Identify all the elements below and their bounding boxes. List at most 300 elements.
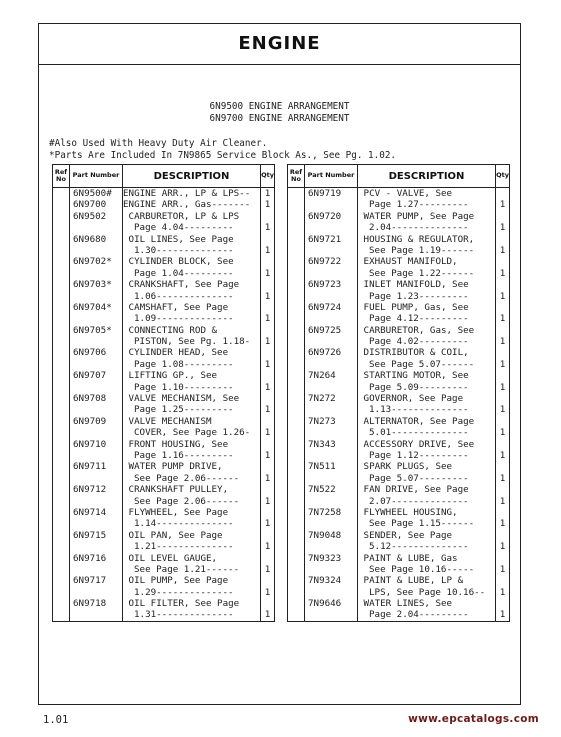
part-number-cell bbox=[70, 325, 123, 348]
ref-no-cell bbox=[288, 530, 305, 553]
qty-cell bbox=[496, 325, 510, 348]
qty-cell bbox=[496, 234, 510, 257]
part-number-cell bbox=[305, 370, 358, 393]
table-row bbox=[53, 530, 275, 553]
ref-no-cell bbox=[288, 575, 305, 598]
description-line: CAMSHAFT, See Page bbox=[123, 301, 229, 313]
quantity: 1 bbox=[499, 222, 506, 234]
qty-cell bbox=[496, 279, 510, 302]
part-number: 7N522 bbox=[308, 484, 336, 496]
part-number-cell bbox=[70, 461, 123, 484]
table-row bbox=[53, 507, 275, 530]
description-line: ALTERNATOR, See Page bbox=[358, 415, 475, 427]
part-number-cell bbox=[305, 325, 358, 348]
description-line: Page 1.10--------- bbox=[134, 381, 234, 393]
description-cell bbox=[123, 234, 261, 257]
title-divider bbox=[39, 64, 520, 65]
part-number-cell bbox=[70, 530, 123, 553]
part-number: 7N511 bbox=[308, 461, 336, 473]
description-line: ENGINE ARR., Gas------- bbox=[123, 199, 251, 211]
description-cell bbox=[123, 575, 261, 598]
table-row bbox=[53, 553, 275, 576]
ref-no-cell bbox=[53, 507, 70, 530]
part-number: 6N9714 bbox=[73, 506, 107, 518]
part-number: 6N9716 bbox=[73, 552, 107, 564]
ref-no-cell bbox=[288, 347, 305, 370]
part-number-cell bbox=[70, 439, 123, 462]
part-number: 7N343 bbox=[308, 438, 336, 450]
quantity: 1 bbox=[499, 609, 506, 621]
ref-no-cell bbox=[288, 439, 305, 462]
description-line: CYLINDER HEAD, See bbox=[123, 347, 229, 359]
part-number: 7N9323 bbox=[308, 552, 342, 564]
qty-cell bbox=[261, 199, 275, 210]
description-line: 2.07-------------- bbox=[369, 495, 469, 507]
description-line: EXHAUST MANIFOLD, bbox=[358, 256, 458, 268]
ref-no-cell bbox=[288, 553, 305, 576]
ref-no-cell bbox=[288, 598, 305, 621]
part-number: 6N9717 bbox=[73, 575, 107, 587]
part-number-cell bbox=[305, 279, 358, 302]
ref-no-cell bbox=[53, 553, 70, 576]
description-cell bbox=[358, 507, 496, 530]
description-cell bbox=[358, 211, 496, 234]
part-number: 6N9720 bbox=[308, 210, 342, 222]
part-number-cell bbox=[70, 188, 123, 200]
page-number: 1.01 bbox=[43, 714, 69, 726]
qty-cell bbox=[261, 211, 275, 234]
table-row bbox=[53, 302, 275, 325]
description-line: Page 1.25--------- bbox=[134, 404, 234, 416]
part-number-cell bbox=[70, 598, 123, 621]
engine-parts-frame bbox=[38, 23, 521, 705]
description-line: VALVE MECHANISM bbox=[123, 415, 212, 427]
ref-no-cell bbox=[288, 256, 305, 279]
qty-cell bbox=[496, 416, 510, 439]
quantity: 1 bbox=[499, 472, 506, 484]
qty-cell bbox=[496, 553, 510, 576]
description-cell bbox=[123, 484, 261, 507]
part-number: 7N7258 bbox=[308, 506, 342, 518]
table-row bbox=[288, 553, 510, 576]
quantity: 1 bbox=[499, 290, 506, 302]
table-row bbox=[53, 188, 275, 200]
qty-cell bbox=[496, 256, 510, 279]
description-line: 5.01-------------- bbox=[369, 427, 469, 439]
description-cell bbox=[123, 302, 261, 325]
description-line: WATER LINES, See bbox=[358, 598, 453, 610]
description-cell bbox=[358, 302, 496, 325]
ref-no-cell bbox=[53, 370, 70, 393]
part-number: 6N9703* bbox=[73, 279, 112, 291]
table-row bbox=[53, 598, 275, 621]
description-line: VALVE MECHANISM, See bbox=[123, 393, 240, 405]
quantity: 1 bbox=[264, 518, 271, 530]
table-header-row bbox=[53, 165, 275, 188]
part-number: 6N9712 bbox=[73, 484, 107, 496]
description-line: See Page 2.06------ bbox=[134, 495, 240, 507]
qty-cell bbox=[496, 598, 510, 621]
ref-no-cell bbox=[288, 484, 305, 507]
part-number: 6N9710 bbox=[73, 438, 107, 450]
parts-table-left bbox=[52, 164, 275, 622]
part-number: 6N9705* bbox=[73, 324, 112, 336]
description-line: Page 1.12--------- bbox=[369, 449, 469, 461]
description-cell bbox=[358, 347, 496, 370]
part-number-cell bbox=[305, 553, 358, 576]
description-line: CYLINDER BLOCK, See bbox=[123, 256, 234, 268]
footnote-service-block: *Parts Are Included In 7N9865 Service Block As., See Pg. 1.02. bbox=[49, 150, 397, 161]
quantity: 1 bbox=[264, 267, 271, 279]
ref-no-cell bbox=[53, 598, 70, 621]
description-line: See Page 10.16----- bbox=[369, 563, 475, 575]
table-row bbox=[288, 279, 510, 302]
part-number: 6N9724 bbox=[308, 301, 342, 313]
part-number: 7N272 bbox=[308, 393, 336, 405]
quantity: 1 bbox=[264, 188, 271, 199]
table-row bbox=[53, 461, 275, 484]
description-line: FAN DRIVE, See Page bbox=[358, 484, 469, 496]
description-cell bbox=[123, 530, 261, 553]
ref-no-cell bbox=[53, 461, 70, 484]
qty-cell bbox=[496, 211, 510, 234]
ref-no-cell bbox=[53, 199, 70, 210]
qty-cell bbox=[261, 279, 275, 302]
description-cell bbox=[358, 484, 496, 507]
part-number-cell bbox=[70, 484, 123, 507]
table-row bbox=[288, 188, 510, 211]
table-row bbox=[288, 256, 510, 279]
part-number-cell bbox=[305, 416, 358, 439]
table-row bbox=[53, 347, 275, 370]
description-cell bbox=[123, 256, 261, 279]
arrangement-line-1: 6N9500 ENGINE ARRANGEMENT bbox=[209, 101, 350, 112]
part-number-cell bbox=[70, 553, 123, 576]
qty-cell bbox=[261, 507, 275, 530]
description-cell bbox=[358, 553, 496, 576]
part-number-cell bbox=[305, 507, 358, 530]
qty-cell bbox=[261, 439, 275, 462]
table-header-row bbox=[288, 165, 510, 188]
description-line: See Page 1.15------ bbox=[369, 518, 475, 530]
quantity: 1 bbox=[499, 199, 506, 211]
quantity: 1 bbox=[499, 313, 506, 325]
description-line: 2.04-------------- bbox=[369, 222, 469, 234]
quantity: 1 bbox=[264, 199, 271, 211]
qty-cell bbox=[261, 234, 275, 257]
quantity: 1 bbox=[264, 427, 271, 439]
ref-no-cell bbox=[288, 279, 305, 302]
part-number: 7N9048 bbox=[308, 529, 342, 541]
description-line: FLYWHEEL, See Page bbox=[123, 506, 229, 518]
qty-cell bbox=[261, 416, 275, 439]
table-row bbox=[288, 439, 510, 462]
description-line: Page 1.27--------- bbox=[369, 199, 469, 211]
table-row bbox=[288, 234, 510, 257]
ref-no-cell bbox=[53, 302, 70, 325]
part-number: 6N9500# bbox=[73, 188, 112, 199]
table-row bbox=[53, 575, 275, 598]
description-cell bbox=[123, 553, 261, 576]
ref-no-cell bbox=[53, 530, 70, 553]
part-number: 6N9700 bbox=[73, 199, 107, 211]
part-number-header: Part Number bbox=[305, 165, 358, 188]
part-number: 6N9711 bbox=[73, 461, 107, 473]
description-line: Page 4.12--------- bbox=[369, 313, 469, 325]
part-number-cell bbox=[70, 279, 123, 302]
ref-no-cell bbox=[288, 234, 305, 257]
ref-no-cell bbox=[288, 302, 305, 325]
description-line: Page 1.04--------- bbox=[134, 267, 234, 279]
description-cell bbox=[358, 461, 496, 484]
description-cell bbox=[123, 370, 261, 393]
description-header: DESCRIPTION bbox=[123, 165, 261, 188]
part-number: 6N9715 bbox=[73, 529, 107, 541]
ref-no-cell bbox=[53, 211, 70, 234]
table-row bbox=[53, 439, 275, 462]
ref-no-cell bbox=[53, 393, 70, 416]
quantity: 1 bbox=[499, 244, 506, 256]
qty-cell bbox=[261, 347, 275, 370]
ref-no-cell bbox=[53, 325, 70, 348]
table-row bbox=[53, 234, 275, 257]
part-number: 7N273 bbox=[308, 415, 336, 427]
description-line: PAINT & LUBE, LP & bbox=[358, 575, 464, 587]
description-line: See Page 1.21------ bbox=[134, 563, 240, 575]
table-row bbox=[288, 211, 510, 234]
qty-cell bbox=[496, 302, 510, 325]
part-number: 7N9324 bbox=[308, 575, 342, 587]
ref-no-cell bbox=[53, 575, 70, 598]
table-row bbox=[288, 598, 510, 621]
quantity: 1 bbox=[264, 563, 271, 575]
ref-no-cell bbox=[53, 279, 70, 302]
qty-cell bbox=[261, 256, 275, 279]
description-line: Page 2.04--------- bbox=[369, 609, 469, 621]
part-number-cell bbox=[305, 598, 358, 621]
qty-cell bbox=[261, 484, 275, 507]
quantity: 1 bbox=[264, 244, 271, 256]
watermark-url: www.epcatalogs.com bbox=[408, 713, 539, 725]
description-header: DESCRIPTION bbox=[358, 165, 496, 188]
quantity: 1 bbox=[264, 381, 271, 393]
footnote-heavy-duty: #Also Used With Heavy Duty Air Cleaner. bbox=[49, 138, 268, 149]
description-cell bbox=[358, 598, 496, 621]
quantity: 1 bbox=[499, 563, 506, 575]
part-number: 7N9646 bbox=[308, 598, 342, 610]
qty-cell bbox=[261, 325, 275, 348]
description-line: LPS, See Page 10.16-- bbox=[369, 586, 486, 598]
description-line: See Page 1.22------ bbox=[369, 267, 475, 279]
quantity: 1 bbox=[264, 404, 271, 416]
description-line: 1.31-------------- bbox=[134, 609, 234, 621]
description-line: 1.21-------------- bbox=[134, 541, 234, 553]
parts-list-right bbox=[288, 188, 510, 622]
quantity: 1 bbox=[264, 609, 271, 621]
description-line: INLET MANIFOLD, See bbox=[358, 279, 469, 291]
ref-no-cell bbox=[53, 234, 70, 257]
quantity: 1 bbox=[264, 495, 271, 507]
description-line: Page 5.09--------- bbox=[369, 381, 469, 393]
ref-no-cell bbox=[53, 439, 70, 462]
description-line: Page 1.08--------- bbox=[134, 358, 234, 370]
part-number-cell bbox=[305, 211, 358, 234]
part-number-cell bbox=[70, 347, 123, 370]
ref-no-cell bbox=[288, 370, 305, 393]
part-number-cell bbox=[70, 575, 123, 598]
description-line: See Page 5.07------ bbox=[369, 358, 475, 370]
part-number: 6N9723 bbox=[308, 279, 342, 291]
quantity: 1 bbox=[499, 381, 506, 393]
description-line: 1.29-------------- bbox=[134, 586, 234, 598]
page-title: ENGINE bbox=[238, 33, 321, 54]
description-line: CARBURETOR, LP & LPS bbox=[123, 210, 240, 222]
description-line: Page 4.04--------- bbox=[134, 222, 234, 234]
description-cell bbox=[123, 188, 261, 200]
description-line: 1.06-------------- bbox=[134, 290, 234, 302]
table-row bbox=[288, 302, 510, 325]
part-number-cell bbox=[305, 234, 358, 257]
part-number-cell bbox=[70, 393, 123, 416]
ref-no-cell bbox=[288, 393, 305, 416]
description-line: See Page 2.06------ bbox=[134, 472, 240, 484]
part-number: 6N9709 bbox=[73, 415, 107, 427]
ref-no-cell bbox=[288, 211, 305, 234]
quantity: 1 bbox=[264, 222, 271, 234]
description-line: SENDER, See Page bbox=[358, 529, 453, 541]
part-number-cell bbox=[70, 256, 123, 279]
description-cell bbox=[358, 575, 496, 598]
ref-no-cell bbox=[53, 484, 70, 507]
description-cell bbox=[123, 439, 261, 462]
part-number-cell bbox=[305, 439, 358, 462]
table-row bbox=[53, 393, 275, 416]
description-line: OIL LEVEL GAUGE, bbox=[123, 552, 218, 564]
description-cell bbox=[123, 211, 261, 234]
part-number: 6N9707 bbox=[73, 370, 107, 382]
description-line: FUEL PUMP, Gas, See bbox=[358, 301, 469, 313]
ref-no-cell bbox=[288, 188, 305, 211]
ref-no-header: Ref No bbox=[288, 165, 305, 188]
description-cell bbox=[123, 507, 261, 530]
description-line: 1.09-------------- bbox=[134, 313, 234, 325]
table-row bbox=[288, 370, 510, 393]
description-cell bbox=[358, 279, 496, 302]
ref-no-cell bbox=[288, 325, 305, 348]
part-number: 6N9718 bbox=[73, 598, 107, 610]
description-line: WATER PUMP DRIVE, bbox=[123, 461, 223, 473]
qty-cell bbox=[496, 393, 510, 416]
description-line: OIL PUMP, See Page bbox=[123, 575, 229, 587]
part-number: 6N9719 bbox=[308, 188, 342, 199]
ref-no-cell bbox=[53, 188, 70, 200]
ref-no-header: Ref No bbox=[53, 165, 70, 188]
table-row bbox=[53, 325, 275, 348]
quantity: 1 bbox=[499, 495, 506, 507]
description-line: CARBURETOR, Gas, See bbox=[358, 324, 475, 336]
description-line: FLYWHEEL HOUSING, bbox=[358, 506, 458, 518]
description-line: STARTING MOTOR, See bbox=[358, 370, 469, 382]
description-cell bbox=[123, 347, 261, 370]
description-line: CONNECTING ROD & bbox=[123, 324, 218, 336]
part-number: 6N9708 bbox=[73, 393, 107, 405]
quantity: 1 bbox=[264, 313, 271, 325]
quantity: 1 bbox=[499, 449, 506, 461]
description-cell bbox=[358, 439, 496, 462]
part-number-cell bbox=[70, 370, 123, 393]
ref-no-cell bbox=[288, 507, 305, 530]
table-row bbox=[288, 461, 510, 484]
part-number: 6N9722 bbox=[308, 256, 342, 268]
description-line: 5.12-------------- bbox=[369, 541, 469, 553]
table-row bbox=[288, 325, 510, 348]
quantity: 1 bbox=[264, 290, 271, 302]
quantity: 1 bbox=[499, 541, 506, 553]
description-line: Page 5.07--------- bbox=[369, 472, 469, 484]
description-line: PCV - VALVE, See bbox=[358, 188, 453, 199]
description-line: ENGINE ARR., LP & LPS-- bbox=[123, 188, 251, 199]
description-line: 1.30-------------- bbox=[134, 244, 234, 256]
quantity: 1 bbox=[499, 267, 506, 279]
part-number-cell bbox=[305, 302, 358, 325]
qty-cell bbox=[496, 347, 510, 370]
qty-cell bbox=[261, 188, 275, 200]
qty-cell bbox=[496, 507, 510, 530]
quantity: 1 bbox=[264, 358, 271, 370]
description-cell bbox=[123, 598, 261, 621]
table-row bbox=[288, 530, 510, 553]
table-row bbox=[288, 484, 510, 507]
description-line: PISTON, See Pg. 1.18- bbox=[134, 336, 251, 348]
description-line: Page 4.02--------- bbox=[369, 336, 469, 348]
qty-cell bbox=[496, 188, 510, 211]
description-line: PAINT & LUBE, Gas bbox=[358, 552, 458, 564]
footnotes bbox=[49, 138, 509, 162]
description-cell bbox=[358, 188, 496, 211]
description-line: COVER, See Page 1.26- bbox=[134, 427, 251, 439]
part-number-cell bbox=[305, 256, 358, 279]
part-number-cell bbox=[305, 484, 358, 507]
part-number-cell bbox=[70, 199, 123, 210]
part-number: 6N9680 bbox=[73, 233, 107, 245]
quantity: 1 bbox=[264, 541, 271, 553]
description-line: OIL LINES, See Page bbox=[123, 233, 234, 245]
qty-cell bbox=[261, 302, 275, 325]
quantity: 1 bbox=[499, 586, 506, 598]
part-number-header: Part Number bbox=[70, 165, 123, 188]
part-number: 6N9704* bbox=[73, 301, 112, 313]
part-number: 6N9702* bbox=[73, 256, 112, 268]
part-number: 6N9706 bbox=[73, 347, 107, 359]
description-cell bbox=[358, 234, 496, 257]
quantity: 1 bbox=[499, 336, 506, 348]
part-number: 6N9725 bbox=[308, 324, 342, 336]
part-number-cell bbox=[305, 530, 358, 553]
quantity: 1 bbox=[264, 472, 271, 484]
quantity: 1 bbox=[499, 518, 506, 530]
quantity: 1 bbox=[499, 358, 506, 370]
description-cell bbox=[358, 370, 496, 393]
description-cell bbox=[123, 393, 261, 416]
part-number-cell bbox=[70, 416, 123, 439]
part-number-cell bbox=[305, 461, 358, 484]
qty-cell bbox=[496, 370, 510, 393]
description-line: 1.14-------------- bbox=[134, 518, 234, 530]
ref-no-cell bbox=[53, 347, 70, 370]
part-number: 7N264 bbox=[308, 370, 336, 382]
part-number: 6N9502 bbox=[73, 210, 107, 222]
description-cell bbox=[358, 256, 496, 279]
